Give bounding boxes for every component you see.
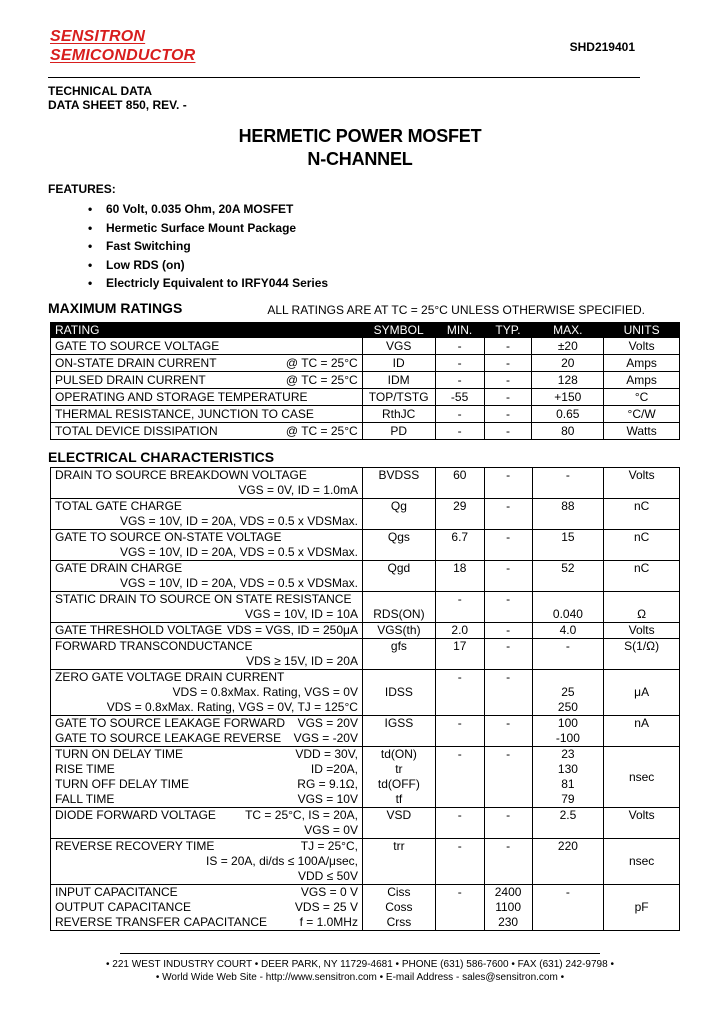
param-symbol: td(OFF) (377, 777, 420, 791)
param-name: DRAIN TO SOURCE BREAKDOWN VOLTAGE (55, 468, 307, 482)
param-units: pF (604, 885, 680, 931)
rating-typ: - (484, 406, 532, 423)
param-typ: 230 (498, 915, 519, 929)
param-units: Volts (604, 468, 680, 499)
param-symbol: BVDSS (362, 468, 435, 499)
rating-symbol: VGS (362, 338, 435, 355)
param-max: - (532, 639, 604, 670)
param-max: 15 (532, 530, 604, 561)
table-header-row (51, 323, 680, 338)
param-cond: VDS = VGS, ID = 250μA (226, 623, 358, 637)
features-list (88, 200, 328, 293)
param-name: TOTAL GATE CHARGE (55, 499, 182, 513)
param-min: 6.7 (435, 530, 484, 561)
param-min: - (435, 885, 484, 931)
logo-line-2: SEMICONDUCTOR (50, 47, 196, 64)
param-name: GATE TO SOURCE LEAKAGE FORWARD (55, 716, 286, 730)
param-cond: VDD = 30V, (295, 747, 358, 761)
param-cond: ID =20A, (310, 762, 358, 776)
electrical-table (50, 467, 680, 931)
col-rating: RATING (51, 323, 363, 338)
param-cond: f = 1.0MHz (299, 915, 358, 929)
param-max: 130 (557, 762, 578, 776)
param-symbol: Qgd (362, 561, 435, 592)
param-max: - (532, 885, 604, 931)
param-min: 2.0 (435, 623, 484, 639)
param-name: REVERSE TRANSFER CAPACITANCE (55, 915, 268, 929)
table-row (51, 623, 680, 639)
company-logo (50, 27, 195, 65)
rating-symbol: PD (362, 423, 435, 440)
param-max: 79 (561, 792, 575, 806)
rating-cond: @ TC = 25°C (285, 356, 358, 370)
table-row (51, 716, 680, 747)
max-ratings-heading: MAXIMUM RATINGS (48, 300, 183, 316)
param-symbol: Coss (385, 900, 413, 914)
rating-min: - (435, 338, 484, 355)
param-typ: - (484, 839, 532, 885)
rating-typ: - (484, 355, 532, 372)
footer-address: • 221 WEST INDUSTRY COURT • DEER PARK, NY 11729-4681 • PHONE (631) 586-7600 • FAX (631) 242-9798 • (106, 959, 614, 970)
footer-web: • World Wide Web Site - http://www.sensitron.com • E-mail Address - sales@sensitron.com • (155, 972, 565, 983)
param-symbol: IDSS (362, 670, 435, 716)
param-cond: TC = 25°C, IS = 20A, (245, 808, 358, 822)
rating-units: Watts (604, 423, 680, 440)
footer-divider (120, 953, 600, 954)
param-units: nsec (604, 747, 680, 808)
param-typ: - (484, 716, 532, 747)
max-ratings-table (50, 322, 680, 440)
param-name: REVERSE RECOVERY TIME (55, 839, 215, 853)
param-cond: VGS = 0V (304, 823, 358, 837)
feature-item: • 60 Volt, 0.035 Ohm, 20A MOSFET (88, 200, 328, 219)
rating-min: - (435, 355, 484, 372)
param-cond: VGS = 20V (297, 716, 358, 730)
rating-units: °C/W (604, 406, 680, 423)
param-cond: VGS = 10V (297, 792, 358, 806)
param-symbol: VGS(th) (362, 623, 435, 639)
param-min: - (435, 808, 484, 839)
param-max: 88 (532, 499, 604, 530)
param-symbol: VSD (362, 808, 435, 839)
table-row (51, 747, 680, 808)
feature-item: • Low RDS (on) (88, 256, 328, 275)
title-line-1: HERMETIC POWER MOSFET (238, 126, 482, 146)
table-row (51, 468, 680, 499)
param-name: STATIC DRAIN TO SOURCE ON STATE RESISTANCE (55, 592, 352, 606)
table-row (51, 499, 680, 530)
param-min: 60 (435, 468, 484, 499)
param-name: DIODE FORWARD VOLTAGE (55, 808, 216, 822)
rating-symbol: IDM (362, 372, 435, 389)
rating-min: - (435, 372, 484, 389)
ratings-note: ALL RATINGS ARE AT TC = 25°C UNLESS OTHERWISE SPECIFIED. (267, 303, 645, 317)
rating-units: Amps (604, 355, 680, 372)
rating-min: - (435, 423, 484, 440)
rating-min: - (435, 406, 484, 423)
param-symbol: tf (395, 792, 403, 806)
param-name: GATE TO SOURCE LEAKAGE REVERSE (55, 731, 282, 745)
param-typ: - (484, 468, 532, 499)
table-row (51, 338, 680, 355)
rating-units: °C (604, 389, 680, 406)
param-typ: - (484, 623, 532, 639)
rating-max: ±20 (532, 338, 604, 355)
rating-units: Volts (604, 338, 680, 355)
param-min: - (435, 716, 484, 747)
param-max: 220 (532, 839, 604, 885)
col-max: MAX. (532, 323, 604, 338)
table-row (51, 839, 680, 885)
param-max: 25 (561, 685, 575, 699)
rating-name: PULSED DRAIN CURRENT (55, 373, 206, 387)
param-typ: 1100 (495, 900, 521, 914)
param-units: Volts (604, 808, 680, 839)
param-min: - (435, 670, 484, 716)
param-units: nC (604, 561, 680, 592)
rating-typ: - (484, 423, 532, 440)
param-units: nC (604, 530, 680, 561)
table-row (51, 355, 680, 372)
param-name: GATE THRESHOLD VOLTAGE (55, 623, 223, 637)
rating-name: THERMAL RESISTANCE, JUNCTION TO CASE (55, 407, 314, 421)
col-min: MIN. (435, 323, 484, 338)
param-typ: - (484, 639, 532, 670)
param-name: TURN OFF DELAY TIME (55, 777, 190, 791)
table-row (51, 808, 680, 839)
rating-units: Amps (604, 372, 680, 389)
param-typ: - (484, 561, 532, 592)
param-name: FORWARD TRANSCONDUCTANCE (55, 639, 253, 653)
param-cond: TJ = 25°C, (300, 839, 358, 853)
param-units: Volts (604, 623, 680, 639)
param-name: TURN ON DELAY TIME (55, 747, 184, 761)
param-cond: VGS = 10V, ID = 20A, VDS = 0.5 x VDSMax. (119, 514, 358, 528)
col-units: UNITS (604, 323, 680, 338)
param-max: 81 (561, 777, 575, 791)
rating-name: GATE TO SOURCE VOLTAGE (55, 339, 220, 353)
param-units: nC (604, 499, 680, 530)
param-typ: 2400 (494, 885, 522, 899)
param-name: GATE TO SOURCE ON-STATE VOLTAGE (55, 530, 282, 544)
param-name: INPUT CAPACITANCE (55, 885, 178, 899)
title-line-2: N-CHANNEL (307, 149, 413, 169)
rating-name: ON-STATE DRAIN CURRENT (55, 356, 217, 370)
param-min: 29 (435, 499, 484, 530)
feature-item: • Hermetic Surface Mount Package (88, 219, 328, 238)
footer (0, 958, 720, 984)
param-typ: - (484, 670, 532, 716)
param-units: Ω (604, 592, 680, 623)
logo-line-1: SENSITRON (50, 28, 146, 45)
rating-max: 80 (532, 423, 604, 440)
param-symbol: gfs (362, 639, 435, 670)
param-cond: VDS = 0.8xMax. Rating, VGS = 0V, TJ = 125°C (106, 700, 358, 714)
param-cond: VDS = 0.8xMax. Rating, VGS = 0V (172, 685, 358, 699)
features-heading: FEATURES: (48, 182, 116, 196)
rating-max: 0.65 (532, 406, 604, 423)
table-row (51, 592, 680, 623)
param-max: 23 (561, 747, 575, 761)
table-row (51, 639, 680, 670)
param-cond: VGS = 10V, ID = 20A, VDS = 0.5 x VDSMax. (119, 545, 358, 559)
param-symbol: tr (395, 762, 403, 776)
param-name: RISE TIME (55, 762, 115, 776)
param-cond: VGS = -20V (293, 731, 358, 745)
param-cond: VGS = 0 V (300, 885, 358, 899)
param-typ: - (484, 808, 532, 839)
feature-item: • Electricly Equivalent to IRFY044 Series (88, 274, 328, 293)
param-cond: RG = 9.1Ω, (297, 777, 358, 791)
rating-cond: @ TC = 25°C (285, 424, 358, 438)
table-row (51, 561, 680, 592)
table-row (51, 885, 680, 931)
param-units: nA (604, 716, 680, 747)
param-max: - (532, 468, 604, 499)
electrical-heading: ELECTRICAL CHARACTERISTICS (48, 449, 275, 465)
param-symbol: Crss (386, 915, 412, 929)
param-cond: VGS = 10V, ID = 10A (244, 607, 358, 621)
param-name: ZERO GATE VOLTAGE DRAIN CURRENT (55, 670, 285, 684)
param-cond: IS = 20A, di/ds ≤ 100A/μsec, (206, 854, 358, 868)
table-row (51, 530, 680, 561)
param-symbol: IGSS (362, 716, 435, 747)
param-typ: - (484, 499, 532, 530)
param-typ: - (484, 747, 532, 808)
rating-max: 20 (532, 355, 604, 372)
param-min: - (435, 592, 484, 623)
param-max: 0.040 (532, 592, 604, 623)
page-title (0, 125, 720, 171)
part-number: SHD219401 (569, 40, 635, 54)
param-units: nsec (604, 839, 680, 885)
param-min: - (435, 839, 484, 885)
param-name: FALL TIME (55, 792, 115, 806)
param-cond: VGS = 0V, ID = 1.0mA (238, 483, 358, 497)
rating-typ: - (484, 389, 532, 406)
tech-data-line-1: TECHNICAL DATA (48, 84, 152, 98)
rating-typ: - (484, 372, 532, 389)
param-max: 52 (532, 561, 604, 592)
table-row (51, 423, 680, 440)
param-min: 18 (435, 561, 484, 592)
rating-symbol: TOP/TSTG (362, 389, 435, 406)
rating-symbol: RthJC (362, 406, 435, 423)
param-symbol: Qg (362, 499, 435, 530)
tech-data-line-2: DATA SHEET 850, REV. - (48, 98, 187, 112)
header-divider (48, 77, 640, 78)
col-symbol: SYMBOL (362, 323, 435, 338)
param-min: - (435, 747, 484, 808)
feature-item: • Fast Switching (88, 237, 328, 256)
rating-min: -55 (435, 389, 484, 406)
param-name: GATE DRAIN CHARGE (55, 561, 183, 575)
param-typ: - (484, 592, 532, 623)
param-cond: VGS = 10V, ID = 20A, VDS = 0.5 x VDSMax. (119, 576, 358, 590)
param-cond: VDS ≥ 15V, ID = 20A (246, 654, 358, 668)
table-row (51, 372, 680, 389)
rating-symbol: ID (362, 355, 435, 372)
rating-name: TOTAL DEVICE DISSIPATION (55, 424, 218, 438)
param-symbol: trr (362, 839, 435, 885)
param-max: 100 (557, 716, 578, 730)
rating-max: +150 (532, 389, 604, 406)
param-symbol: td(ON) (380, 747, 417, 761)
table-row (51, 406, 680, 423)
param-name: OUTPUT CAPACITANCE (55, 900, 192, 914)
param-max: 2.5 (532, 808, 604, 839)
param-symbol: RDS(ON) (362, 592, 435, 623)
param-max: -100 (555, 731, 580, 745)
rating-typ: - (484, 338, 532, 355)
rating-max: 128 (532, 372, 604, 389)
param-max: 250 (557, 700, 578, 714)
param-max: 4.0 (532, 623, 604, 639)
param-units: S(1/Ω) (604, 639, 680, 670)
col-typ: TYP. (484, 323, 532, 338)
param-cond: VDS = 25 V (294, 900, 358, 914)
param-cond: VDD ≤ 50V (298, 869, 358, 883)
param-symbol: Qgs (362, 530, 435, 561)
table-row (51, 670, 680, 716)
rating-cond: @ TC = 25°C (285, 373, 358, 387)
param-symbol: Ciss (387, 885, 411, 899)
tech-data-block (48, 84, 187, 112)
rating-name: OPERATING AND STORAGE TEMPERATURE (55, 390, 308, 404)
param-units: μA (604, 670, 680, 716)
table-row (51, 389, 680, 406)
param-typ: - (484, 530, 532, 561)
param-min: 17 (435, 639, 484, 670)
